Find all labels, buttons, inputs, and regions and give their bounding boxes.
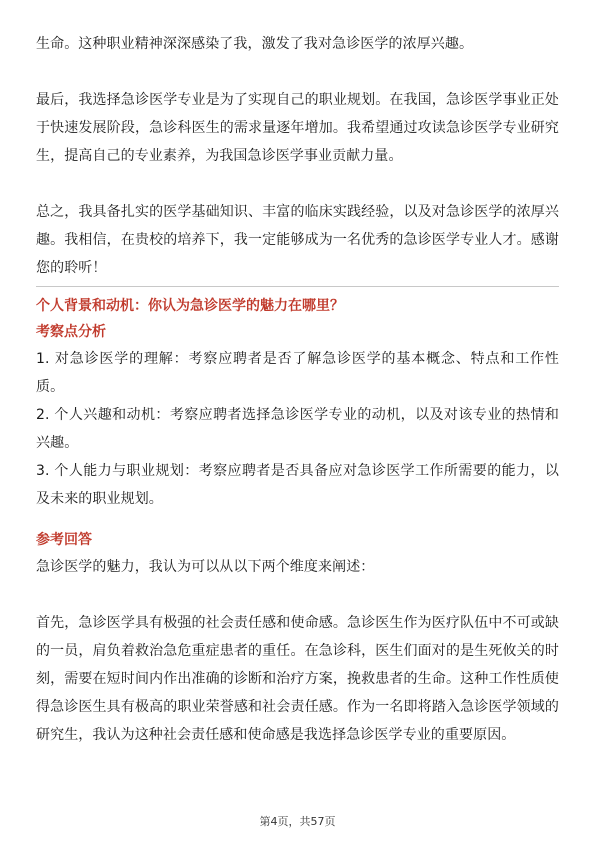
paragraph-intro-3: 总之，我具备扎实的医学基础知识、丰富的临床实践经验，以及对急诊医学的浓厚兴趣。我相信，在贵校的培养下，我一定能够成为一名优秀的急诊医学专业人才。感谢您的聆听！ [36, 204, 559, 276]
paragraph-gap [36, 581, 559, 609]
section-divider [36, 286, 559, 287]
question-heading: 个人背景和动机：你认为急诊医学的魅力在哪里？ [36, 298, 344, 314]
answer-paragraph: 首先，急诊医学具有极强的社会责任感和使命感。急诊医生作为医疗队伍中不可或缺的一员，肩负着救治急危重症患者的重任。在急诊科，医生们面对的是生死攸关的时刻，需要在短时间内作出准确的诊断和治疗方案，挽救患者的生命。这种工作性质使得急诊医生具有极高的职业荣誉感和社会责任感。作为一名即将踏入急诊医学领域的研究生，我认为这种社会责任感和使命感是我选择急诊医学专业的重要原因。 [36, 615, 559, 743]
section-gap [36, 513, 559, 527]
analysis-item-2: 2. 个人兴趣和动机：考察应聘者选择急诊医学专业的动机，以及对该专业的热情和兴趣。 [36, 407, 559, 451]
paragraph-gap [36, 170, 559, 198]
analysis-item-1: 1. 对急诊医学的理解：考察应聘者是否了解急诊医学的基本概念、特点和工作性质。 [36, 351, 559, 395]
analysis-title: 考察点分析 [36, 324, 106, 340]
paragraph-intro-2: 最后，我选择急诊医学专业是为了实现自己的职业规划。在我国，急诊医学事业正处于快速发展阶段，急诊科医生的需求量逐年增加。我希望通过攻读急诊医学专业研究生，提高自己的专业素养，为我国急诊医学事业贡献力量。 [36, 92, 559, 164]
analysis-item-3: 3. 个人能力与职业规划：考察应聘者是否具备应对急诊医学工作所需要的能力，以及未来的职业规划。 [36, 463, 559, 507]
paragraph-gap [36, 58, 559, 86]
page-content [36, 30, 559, 749]
answer-lead: 急诊医学的魅力，我认为可以从以下两个维度来阐述： [36, 559, 375, 575]
answer-title: 参考回答 [36, 532, 92, 548]
page-footer: 第4页，共57页 [259, 815, 336, 828]
paragraph-intro-1: 生命。这种职业精神深深感染了我，激发了我对急诊医学的浓厚兴趣。 [36, 36, 474, 52]
